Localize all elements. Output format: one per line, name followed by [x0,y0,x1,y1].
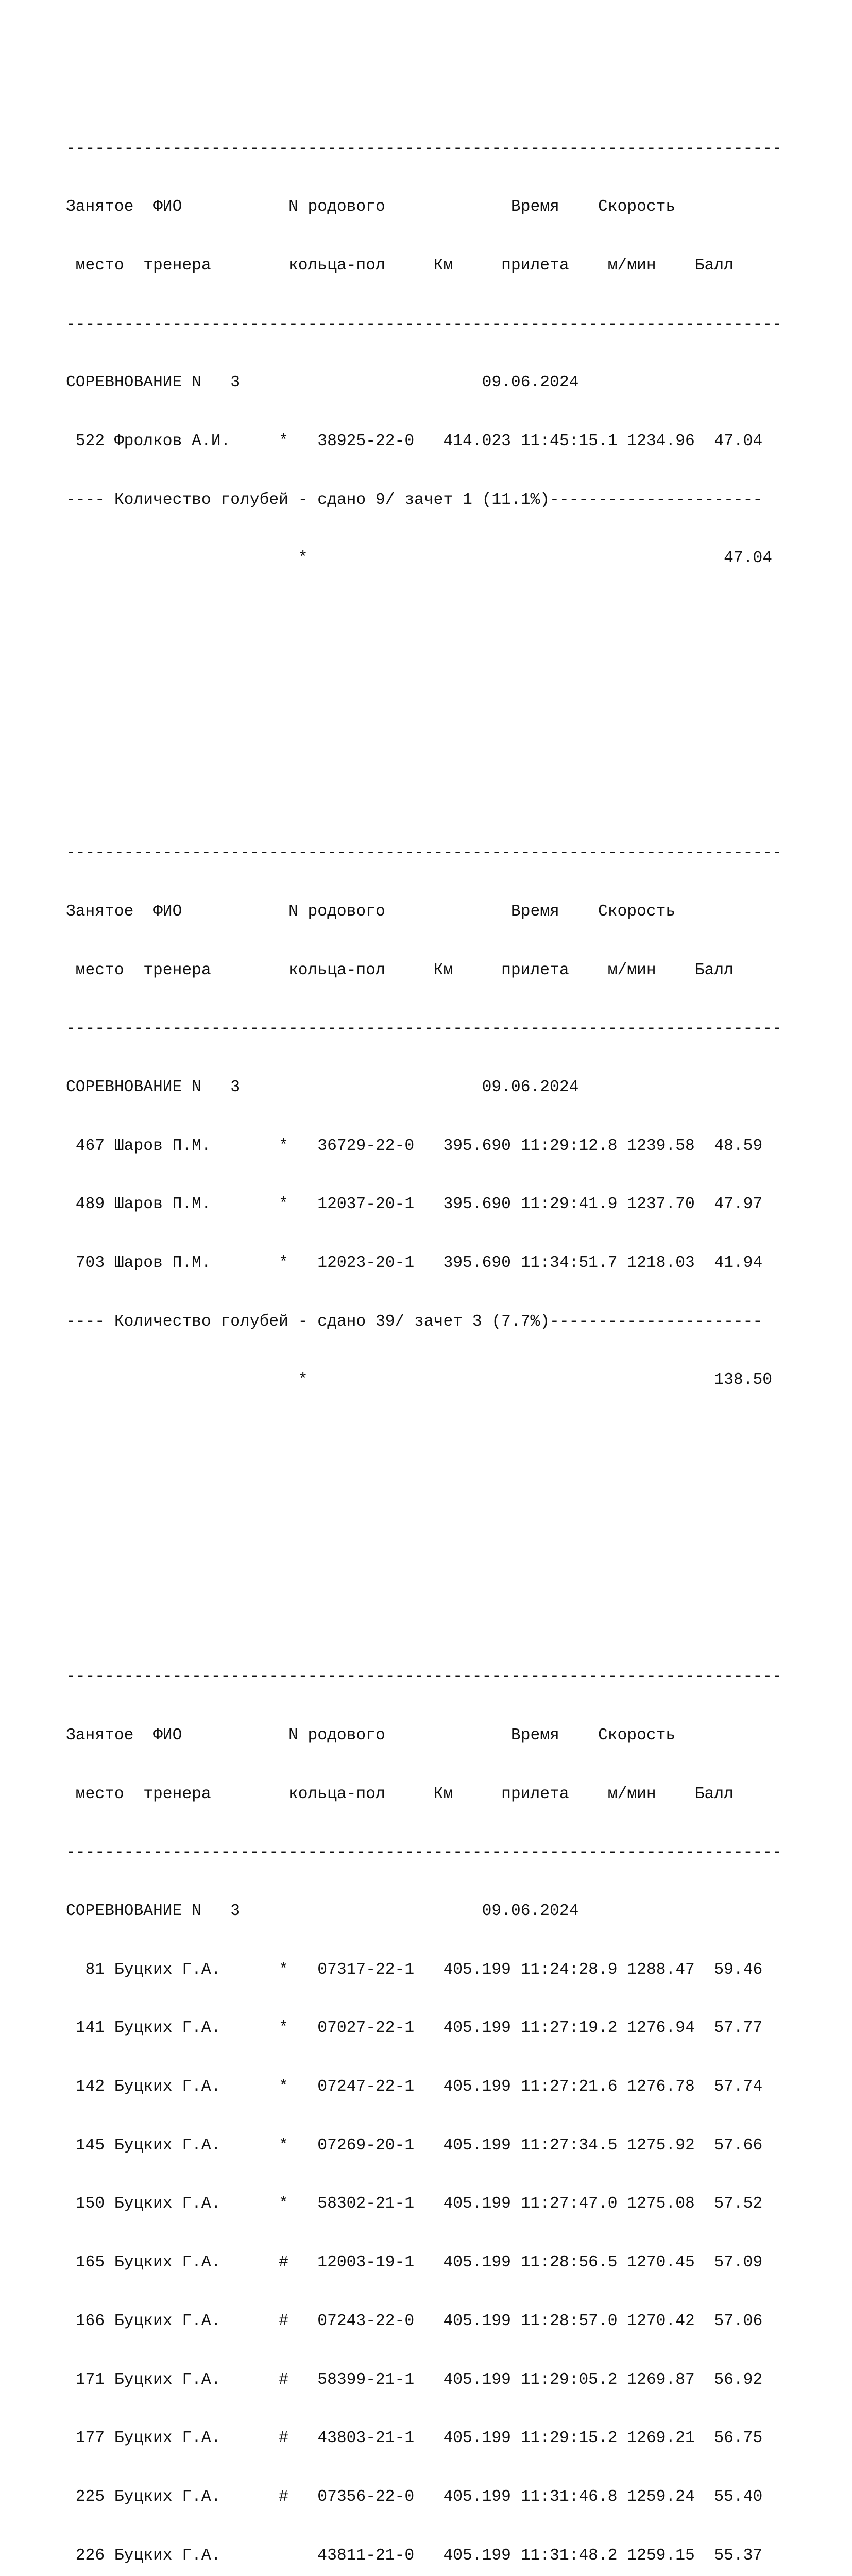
header-rule-bottom: -------------------------------------------------------------------------- [66,1020,782,1038]
results-report [66,41,818,2576]
result-row: 145 Буцких Г.А. * 07269-20-1 405.199 11:27:34.5 1275.92 57.66 [66,2136,763,2155]
header-rule-top: -------------------------------------------------------------------------- [66,139,782,158]
header-line-1: Занятое ФИО N родового Время Скорость [66,198,676,216]
header-line-2: место тренера кольца-пол Км прилета м/мин Балл [66,1785,734,1803]
result-row: 467 Шаров П.М. * 36729-22-0 395.690 11:29:12.8 1239.58 48.59 [66,1137,763,1155]
total-line: * 138.50 [66,1371,773,1389]
header-line-1: Занятое ФИО N родового Время Скорость [66,1726,676,1744]
result-row: 226 Буцких Г.А. 43811-21-0 405.199 11:31:48.2 1259.15 55.37 [66,2546,763,2565]
result-row: 171 Буцких Г.А. # 58399-21-1 405.199 11:29:05.2 1269.87 56.92 [66,2370,763,2389]
competition-line: СОРЕВНОВАНИЕ N 3 09.06.2024 [66,1078,579,1096]
total-line: * 47.04 [66,549,773,568]
section-1 [66,100,818,607]
result-row: 166 Буцких Г.А. # 07243-22-0 405.199 11:28:57.0 1270.42 57.06 [66,2312,763,2330]
result-row: 522 Фролков А.И. * 38925-22-0 414.023 11:45:15.1 1234.96 47.04 [66,432,763,451]
header-rule-top: -------------------------------------------------------------------------- [66,844,782,862]
result-row: 489 Шаров П.М. * 12037-20-1 395.690 11:29:41.9 1237.70 47.97 [66,1195,763,1214]
result-row: 703 Шаров П.М. * 12023-20-1 395.690 11:34:51.7 1218.03 41.94 [66,1254,763,1273]
result-row: 142 Буцких Г.А. * 07247-22-1 405.199 11:27:21.6 1276.78 57.74 [66,2078,763,2096]
header-rule-bottom: -------------------------------------------------------------------------- [66,1843,782,1862]
result-row: 150 Буцких Г.А. * 58302-21-1 405.199 11:27:47.0 1275.08 57.52 [66,2195,763,2213]
header-rule-bottom: -------------------------------------------------------------------------- [66,315,782,333]
header-line-1: Занятое ФИО N родового Время Скорость [66,902,676,921]
competition-line: СОРЕВНОВАНИЕ N 3 09.06.2024 [66,374,579,392]
section-3 [66,1628,818,2576]
section-2 [66,804,818,1429]
competition-line: СОРЕВНОВАНИЕ N 3 09.06.2024 [66,1902,579,1920]
result-row: 81 Буцких Г.А. * 07317-22-1 405.199 11:24:28.9 1288.47 59.46 [66,1960,763,1979]
result-row: 177 Буцких Г.А. # 43803-21-1 405.199 11:29:15.2 1269.21 56.75 [66,2429,763,2448]
header-rule-top: -------------------------------------------------------------------------- [66,1668,782,1686]
header-line-2: место тренера кольца-пол Км прилета м/мин Балл [66,256,734,275]
summary-line: ---- Количество голубей - сдано 9/ зачет 1 (11.1%)---------------------- [66,490,763,509]
header-line-2: место тренера кольца-пол Км прилета м/мин Балл [66,961,734,979]
result-row: 165 Буцких Г.А. # 12003-19-1 405.199 11:28:56.5 1270.45 57.09 [66,2253,763,2272]
result-row: 225 Буцких Г.А. # 07356-22-0 405.199 11:31:46.8 1259.24 55.40 [66,2487,763,2506]
result-row: 141 Буцких Г.А. * 07027-22-1 405.199 11:27:19.2 1276.94 57.77 [66,2019,763,2038]
summary-line: ---- Количество голубей - сдано 39/ зачет 3 (7.7%)---------------------- [66,1312,763,1331]
